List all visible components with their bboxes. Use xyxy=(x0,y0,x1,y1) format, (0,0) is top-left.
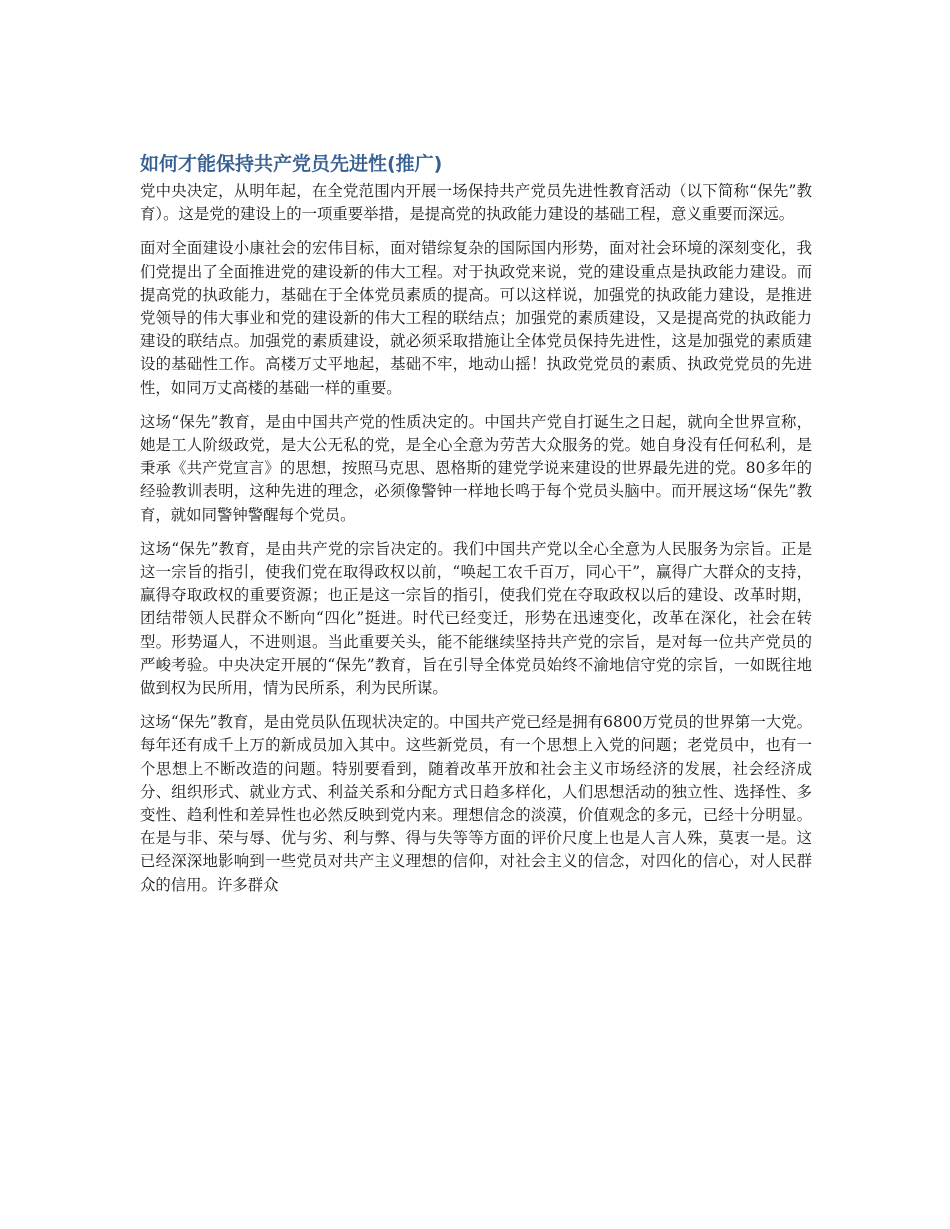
paragraph-1: 党中央决定，从明年起，在全党范围内开展一场保持共产党员先进性教育活动（以下简称“保先”教育）。这是党的建设上的一项重要举措，是提高党的执政能力建设的基础工程，意义重要而深远。 xyxy=(140,182,812,224)
paragraph-3: 这场“保先”教育，是由中国共产党的性质决定的。中国共产党自打诞生之日起，就向全世界宣称，她是工人阶级政党，是大公无私的党，是全心全意为劳苦大众服务的党。她自身没有任何私利，是秉承《共产党宣言》的思想，按照马克思、恩格斯的建党学说来建设的世界最先进的党。80多年的经验教训表明，这种先进的理念，必须像警钟一样地长鸣于每个党员头脑中。而开展这场“保先”教育，就如同警钟警醒每个党员。 xyxy=(140,412,812,524)
document-title: 如何才能保持共产党员先进性(推广) xyxy=(140,153,443,175)
paragraph-2: 面对全面建设小康社会的宏伟目标，面对错综复杂的国际国内形势，面对社会环境的深刻变化，我们党提出了全面推进党的建设新的伟大工程。对于执政党来说，党的建设重点是执政能力建设。而提高党的执政能力，基础在于全体党员素质的提高。可以这样说，加强党的执政能力建设，是推进党领导的伟大事业和党的建设新的伟大工程的联结点；加强党的素质建设，又是提高党的执政能力建设的联结点。加强党的素质建设，就必须采取措施让全体党员保持先进性，这是加强党的素质建设的基础性工作。高楼万丈平地起，基础不牢，地动山摇！执政党党员的素质、执政党党员的先进性，如同万丈高楼的基础一样的重要。 xyxy=(140,239,812,397)
document-page xyxy=(140,150,812,908)
paragraph-4: 这场“保先”教育，是由共产党的宗旨决定的。我们中国共产党以全心全意为人民服务为宗旨。正是这一宗旨的指引，使我们党在取得政权以前，“唤起工农千百万，同心干”，赢得广大群众的支持，赢得夺取政权的重要资源；也正是这一宗旨的指引，使我们党在夺取政权以后的建设、改革时期，团结带领人民群众不断向“四化”挺进。时代已经变迁，形势在迅速变化，改革在深化，社会在转型。形势逼人，不进则退。当此重要关头，能不能继续坚持共产党的宗旨，是对每一位共产党员的严峻考验。中央决定开展的“保先”教育，旨在引导全体党员始终不渝地信守党的宗旨，一如既往地做到权为民所用，情为民所系，利为民所谋。 xyxy=(140,539,812,698)
paragraph-5: 这场“保先”教育，是由党员队伍现状决定的。中国共产党已经是拥有6800万党员的世界第一大党。每年还有成千上万的新成员加入其中。这些新党员，有一个思想上入党的问题；老党员中，也有一个思想上不断改造的问题。特别要看到，随着改革开放和社会主义市场经济的发展，社会经济成分、组织形式、就业方式、利益关系和分配方式日趋多样化，人们思想活动的独立性、选择性、多变性、趋利性和差异性也必然反映到党内来。理想信念的淡漠，价值观念的多元，已经十分明显。在是与非、荣与辱、优与劣、利与弊、得与失等等方面的评价尺度上也是人言人殊，莫衷一是。这已经深深地影响到一些党员对共产主义理想的信仰，对社会主义的信念，对四化的信心，对人民群众的信用。许多群众 xyxy=(140,713,812,894)
